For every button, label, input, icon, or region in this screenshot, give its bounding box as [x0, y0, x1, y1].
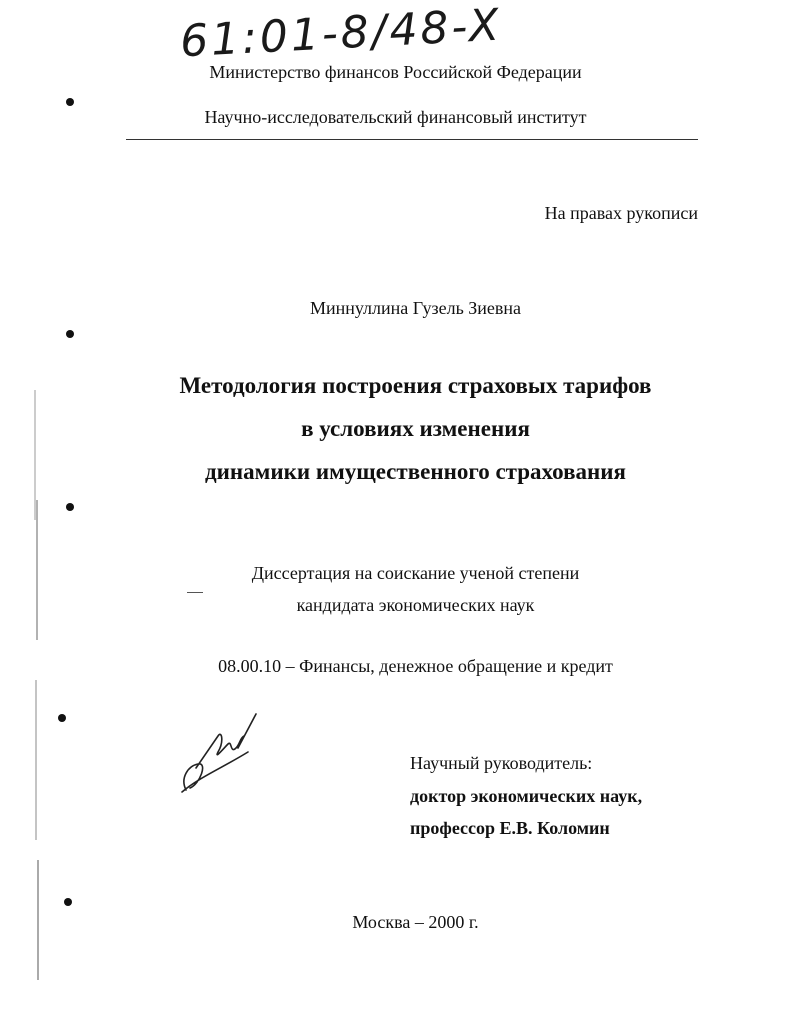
- advisor-degree: доктор экономических наук,: [410, 786, 643, 806]
- institute-name: Научно-исследовательский финансовый институт: [204, 107, 587, 127]
- place-year: Москва – 2000 г.: [352, 912, 479, 932]
- title-line-3: динамики имущественного страхования: [205, 459, 626, 484]
- author-name: Миннуллина Гузель Зиевна: [309, 298, 522, 318]
- binding-hole: [66, 330, 74, 338]
- binding-hole: [64, 898, 72, 906]
- specialty: 08.00.10 – Финансы, денежное обращение и кредит: [218, 656, 613, 676]
- stray-mark: [187, 592, 203, 593]
- header-divider: [126, 139, 698, 140]
- manuscript-note: На правах рукописи: [544, 203, 698, 223]
- title-line-2: в условиях изменения: [301, 416, 530, 441]
- binding-hole: [58, 714, 66, 722]
- signature-icon: [178, 708, 263, 798]
- scan-edge-marks: [33, 380, 41, 980]
- degree-line-1: Диссертация на соискание ученой степени: [251, 563, 580, 583]
- ministry-name: Министерство финансов Российской Федерации: [209, 62, 582, 82]
- binding-hole: [66, 98, 74, 106]
- advisor-label: Научный руководитель:: [410, 753, 593, 773]
- title-line-1: Методология построения страховых тарифов: [179, 373, 652, 398]
- archive-code: 61:01-8/48-X: [178, 0, 504, 68]
- binding-hole: [66, 503, 74, 511]
- advisor-name: профессор Е.В. Коломин: [410, 818, 610, 838]
- degree-line-2: кандидата экономических наук: [296, 595, 535, 615]
